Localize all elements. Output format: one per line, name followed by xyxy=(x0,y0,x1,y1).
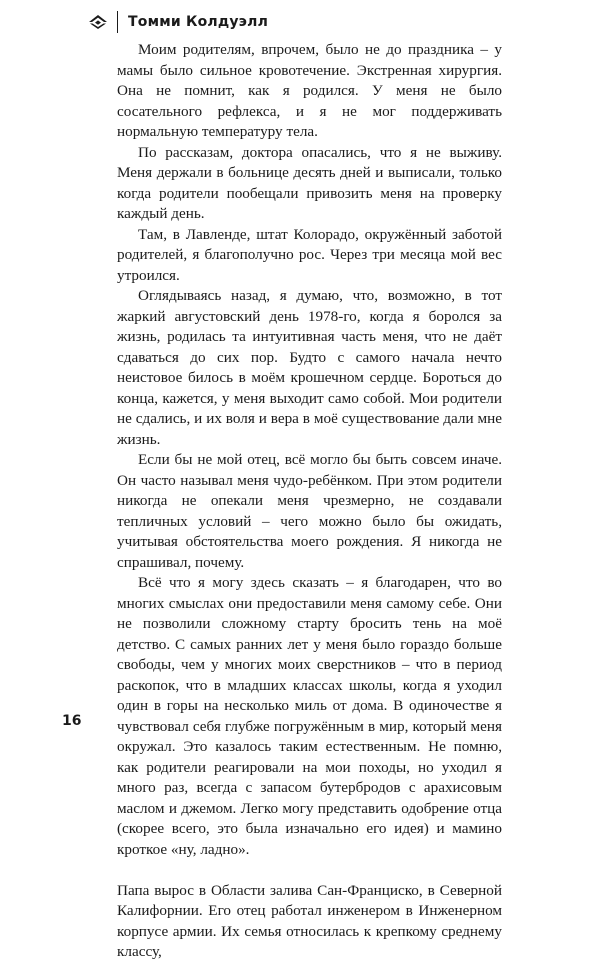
paragraph: По рассказам, доктора опасались, что я не выживу. Меня держали в больнице десять дней и выписали, только когда родители пообещали привозить меня на проверку каждый день. xyxy=(117,143,502,222)
publisher-logo-icon xyxy=(88,14,108,30)
paragraph: Оглядываясь назад, я думаю, что, возможно, в тот жаркий августовский день 1978-го, когда я боролся за жизнь, родилась та интуитивная часть меня, что не даёт сдаваться до сих пор. Будто с самого начала нечто неистовое билось в моём крошечном сердце. Бороться до конца, кажется, у меня выходит само собой. Мои родители не сдались, и их воля и вера в моё существование дали мне жизнь. xyxy=(117,287,502,448)
running-header xyxy=(88,9,268,35)
paragraph: Если бы не мой отец, всё могло бы быть совсем иначе. Он часто называл меня чудо-ребёнком. При этом родители никогда не опекали меня чрезмерно, не создавали тепличных условий – чего можно было бы ожидать, учитывая обстоятельства моего рождения. Я никогда не спрашивал, почему. xyxy=(117,451,502,571)
paragraph: Всё что я могу здесь сказать – я благодарен, что во многих смыслах они предоставили меня самому себе. Они не позволили сложному старту бросить тень на моё детство. С самых ранних лет у меня было гораздо больше свободы, чем у многих моих сверстников – что в период раскопок, что в младших классах школы, когда я уходил один в горы на несколько миль от дома. В одиночестве я чувствовал себя глубже погружённым в мир, который меня окружал. Это казалось таким естественным. Не помню, как родители реагировали на мои походы, но уходил я много раз, всегда с запасом бутербродов с арахисовым маслом и джемом. Легко могу представить одобрение отца (скорее всего, это была изначально его идея) и мамино кроткое «ну, ладно». xyxy=(117,574,502,858)
author-name: Томми Колдуэлл xyxy=(128,14,269,30)
paragraph: Там, в Лавленде, штат Колорадо, окружённый заботой родителей, я благополучно рос. Через три месяца мой вес утроился. xyxy=(117,225,502,284)
page-number: 16 xyxy=(62,713,82,729)
paragraph: Папа вырос в Области залива Сан-Франциско, в Северной Калифорнии. Его отец работал инженером в Инженерном корпусе армии. Их семья относилась к крепкому среднему классу, xyxy=(117,881,502,960)
header-divider xyxy=(117,11,118,33)
paragraph: Моим родителям, впрочем, было не до праздника – у мамы было сильное кровотечение. Экстренная хирургия. Она не помнит, как я родился. У меня не было сосательного рефлекса, и я не мог поддерживать нормальную температуру тела. xyxy=(117,41,502,140)
body-text xyxy=(117,40,502,963)
